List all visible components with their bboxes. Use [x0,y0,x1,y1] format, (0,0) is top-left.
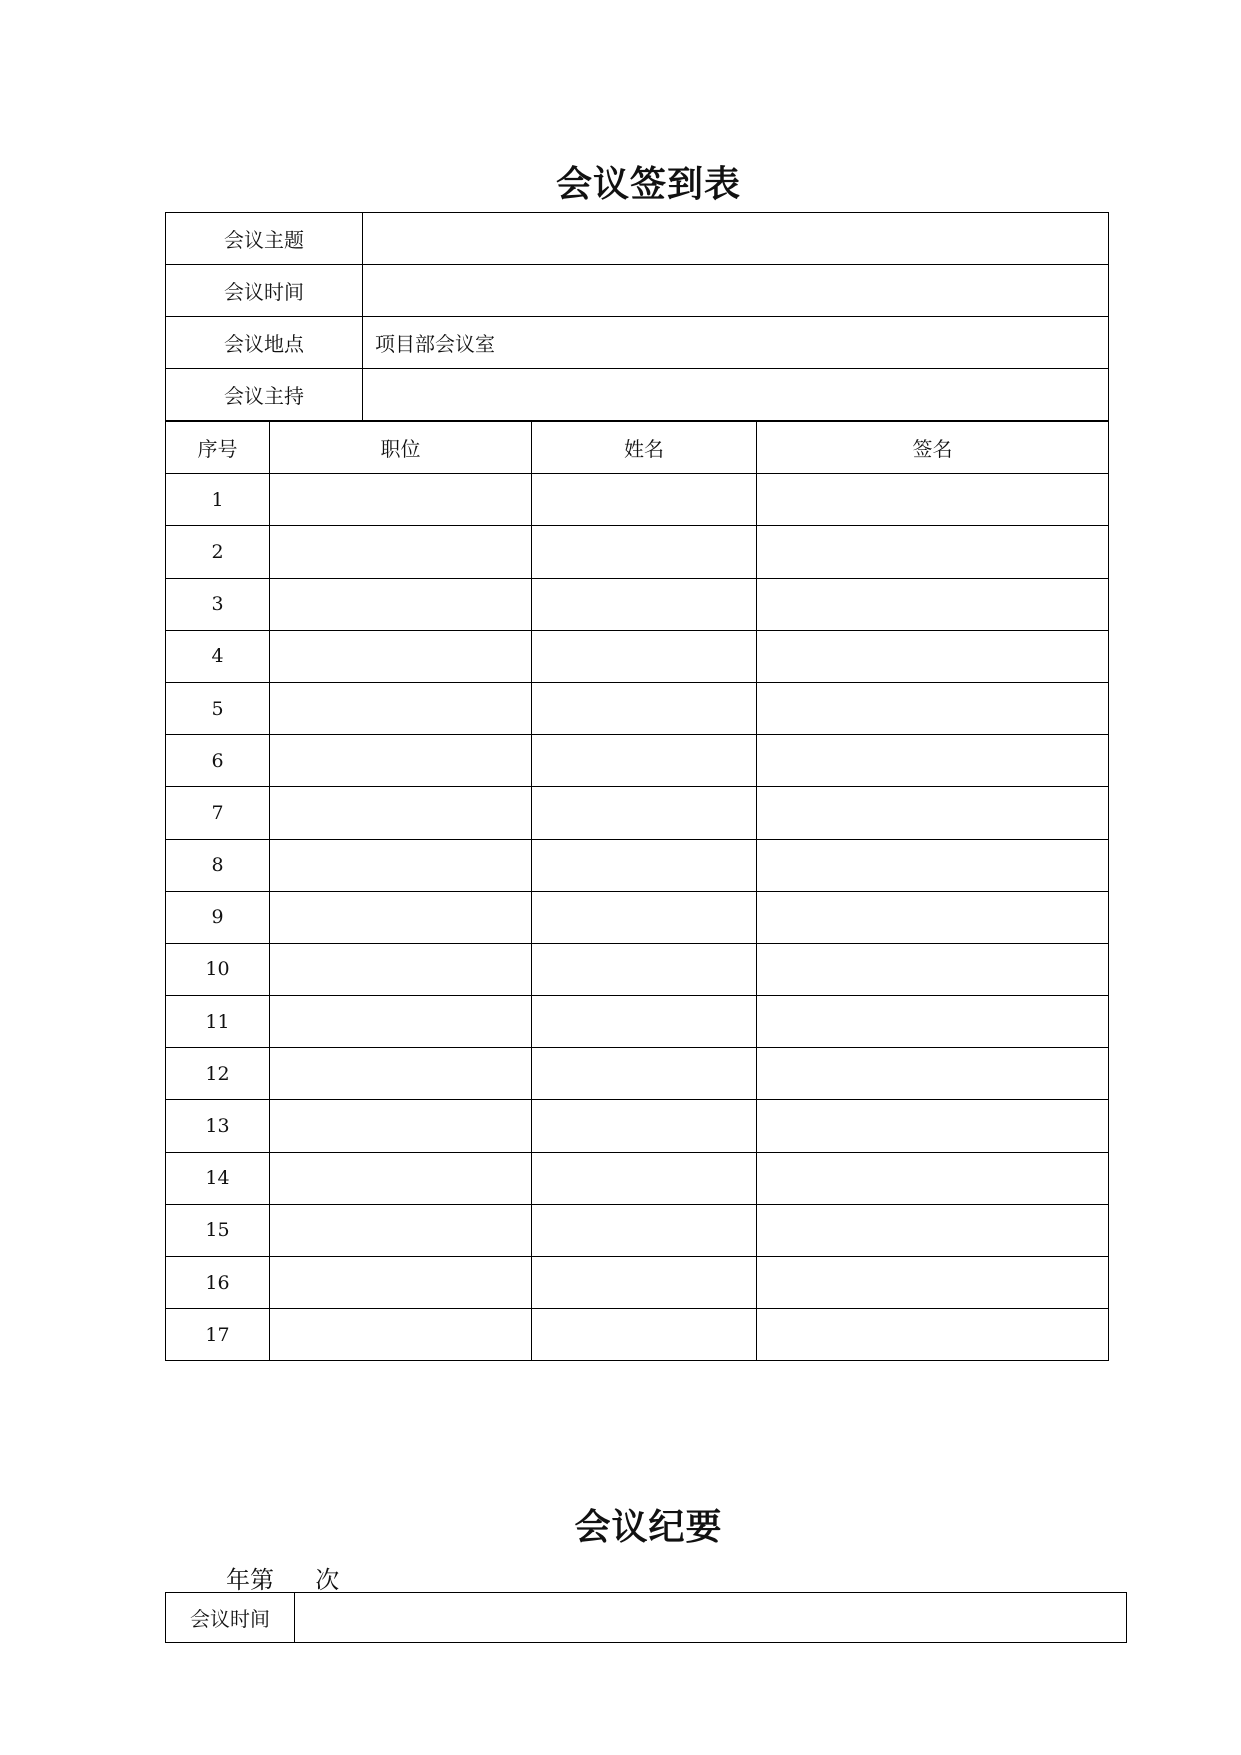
name-cell[interactable] [532,839,757,891]
row-number: 11 [166,996,270,1048]
minutes-row-time [166,1593,1127,1643]
table-row [166,474,1109,526]
header-name: 姓名 [532,422,757,474]
table-row [166,1048,1109,1100]
table-row [166,839,1109,891]
signature-cell[interactable] [757,735,1109,787]
name-cell[interactable] [532,526,757,578]
signin-table [165,421,1109,1361]
table-row [166,1309,1109,1361]
info-row-host [166,369,1109,421]
row-number: 7 [166,787,270,839]
row-number: 3 [166,578,270,630]
name-cell[interactable] [532,943,757,995]
signin-header-row [166,422,1109,474]
position-cell[interactable] [270,1257,532,1309]
signature-cell[interactable] [757,526,1109,578]
row-number: 13 [166,1100,270,1152]
header-position: 职位 [270,422,532,474]
time-label: 会议时间 [166,265,363,317]
position-cell[interactable] [270,891,532,943]
time-field[interactable] [363,265,1109,317]
signature-cell[interactable] [757,996,1109,1048]
table-row [166,891,1109,943]
signature-cell[interactable] [757,787,1109,839]
name-cell[interactable] [532,787,757,839]
row-number: 17 [166,1309,270,1361]
info-row-time [166,265,1109,317]
table-row [166,1152,1109,1204]
year-label: 年第 [226,1566,274,1594]
signature-cell[interactable] [757,1204,1109,1256]
position-cell[interactable] [270,996,532,1048]
signature-cell[interactable] [757,1100,1109,1152]
table-row [166,943,1109,995]
name-cell[interactable] [532,1152,757,1204]
minutes-session-line [226,1560,339,1595]
name-cell[interactable] [532,630,757,682]
name-cell[interactable] [532,1204,757,1256]
position-cell[interactable] [270,1309,532,1361]
name-cell[interactable] [532,1309,757,1361]
signature-cell[interactable] [757,943,1109,995]
row-number: 5 [166,682,270,734]
table-row [166,1257,1109,1309]
table-row [166,526,1109,578]
position-cell[interactable] [270,682,532,734]
position-cell[interactable] [270,474,532,526]
signature-cell[interactable] [757,1257,1109,1309]
table-row [166,996,1109,1048]
position-cell[interactable] [270,1048,532,1100]
host-label: 会议主持 [166,369,363,421]
position-cell[interactable] [270,1204,532,1256]
position-cell[interactable] [270,943,532,995]
signature-cell[interactable] [757,474,1109,526]
signature-cell[interactable] [757,891,1109,943]
header-no: 序号 [166,422,270,474]
signature-cell[interactable] [757,578,1109,630]
topic-label: 会议主题 [166,213,363,265]
position-cell[interactable] [270,630,532,682]
table-row [166,1204,1109,1256]
name-cell[interactable] [532,1257,757,1309]
row-number: 2 [166,526,270,578]
count-label: 次 [315,1566,340,1594]
row-number: 4 [166,630,270,682]
table-row [166,1100,1109,1152]
place-label: 会议地点 [166,317,363,369]
position-cell[interactable] [270,1100,532,1152]
row-number: 10 [166,943,270,995]
minutes-title: 会议纪要 [574,1507,723,1548]
name-cell[interactable] [532,1100,757,1152]
position-cell[interactable] [270,526,532,578]
signature-cell[interactable] [757,682,1109,734]
minutes-time-label: 会议时间 [166,1593,295,1643]
row-number: 1 [166,474,270,526]
name-cell[interactable] [532,996,757,1048]
signature-cell[interactable] [757,839,1109,891]
info-row-place [166,317,1109,369]
meeting-info-table [165,212,1109,421]
name-cell[interactable] [532,1048,757,1100]
minutes-time-field[interactable] [295,1593,1127,1643]
minutes-table [165,1592,1127,1643]
row-number: 16 [166,1257,270,1309]
signature-cell[interactable] [757,1152,1109,1204]
position-cell[interactable] [270,787,532,839]
table-row [166,682,1109,734]
header-signature: 签名 [757,422,1109,474]
table-row [166,787,1109,839]
position-cell[interactable] [270,578,532,630]
name-cell[interactable] [532,474,757,526]
name-cell[interactable] [532,682,757,734]
place-field[interactable]: 项目部会议室 [363,317,1109,369]
host-field[interactable] [363,369,1109,421]
name-cell[interactable] [532,735,757,787]
info-row-topic [166,213,1109,265]
signature-cell[interactable] [757,1048,1109,1100]
position-cell[interactable] [270,1152,532,1204]
row-number: 6 [166,735,270,787]
signin-title: 会议签到表 [555,164,741,205]
row-number: 14 [166,1152,270,1204]
position-cell[interactable] [270,839,532,891]
signature-cell[interactable] [757,630,1109,682]
signature-cell[interactable] [757,1309,1109,1361]
name-cell[interactable] [532,891,757,943]
row-number: 8 [166,839,270,891]
row-number: 9 [166,891,270,943]
row-number: 15 [166,1204,270,1256]
topic-field[interactable] [363,213,1109,265]
row-number: 12 [166,1048,270,1100]
name-cell[interactable] [532,578,757,630]
position-cell[interactable] [270,735,532,787]
table-row [166,735,1109,787]
table-row [166,578,1109,630]
table-row [166,630,1109,682]
